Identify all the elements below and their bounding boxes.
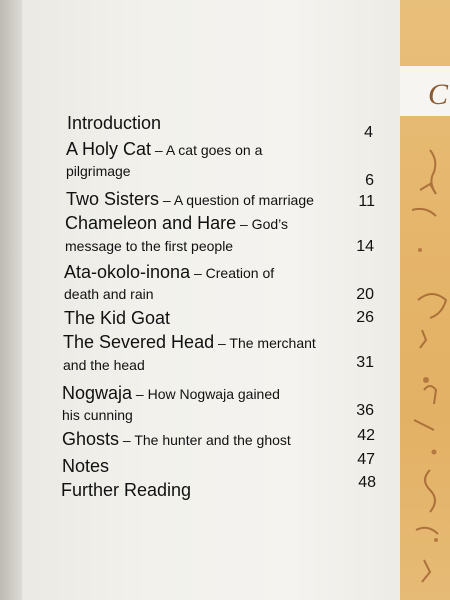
toc-entry-a-holy-cat[interactable]: [0, 139, 400, 165]
toc-title: Ghosts: [62, 429, 120, 449]
toc-page-number: 14: [356, 238, 374, 255]
toc-page-number: 11: [358, 193, 375, 210]
toc-title: Further Reading: [61, 480, 192, 500]
toc-title: The Severed Head: [63, 332, 215, 352]
toc-title: Nogwaja: [62, 383, 133, 403]
toc-page-number: 6: [365, 172, 374, 189]
toc-page-number: 20: [356, 286, 374, 303]
toc-title: Notes: [62, 456, 110, 476]
toc-entry-ata-okolo-inona[interactable]: [0, 262, 400, 288]
toc-description: – A cat goes on a: [151, 142, 263, 158]
toc-title: Ata-okolo-inona: [64, 262, 191, 282]
toc-page-number: 48: [358, 474, 376, 491]
toc-description: – God’s: [236, 216, 288, 232]
toc-page-number: 47: [357, 451, 375, 468]
toc-entry-chameleon-and-hare[interactable]: [0, 213, 400, 239]
toc-title: Chameleon and Hare: [65, 213, 237, 233]
toc-title: A Holy Cat: [66, 139, 152, 159]
toc-title: Two Sisters: [66, 189, 160, 209]
toc-description-continued: death and rain: [64, 286, 154, 302]
toc-page-number: 42: [357, 427, 375, 444]
toc-description-continued: his cunning: [62, 407, 133, 423]
toc-description: – The merchant: [214, 335, 316, 351]
toc-description: – Creation of: [190, 265, 275, 281]
toc-title: The Kid Goat: [64, 308, 171, 328]
toc-description: – A question of marriage: [159, 192, 314, 208]
toc-description: – How Nogwaja gained: [132, 386, 280, 402]
toc-title: Introduction: [67, 113, 162, 133]
toc-page-number: 31: [356, 354, 374, 371]
toc-page-number: 4: [364, 124, 373, 141]
toc-description: – The hunter and the ghost: [119, 432, 291, 448]
toc-description-continued: pilgrimage: [66, 163, 131, 179]
toc-page-number: 26: [356, 309, 374, 326]
toc-page-number: 36: [356, 402, 374, 419]
contents-heading-glyph: C: [428, 78, 449, 111]
toc-description-continued: and the head: [63, 357, 145, 373]
toc-description-continued: message to the first people: [65, 238, 234, 254]
